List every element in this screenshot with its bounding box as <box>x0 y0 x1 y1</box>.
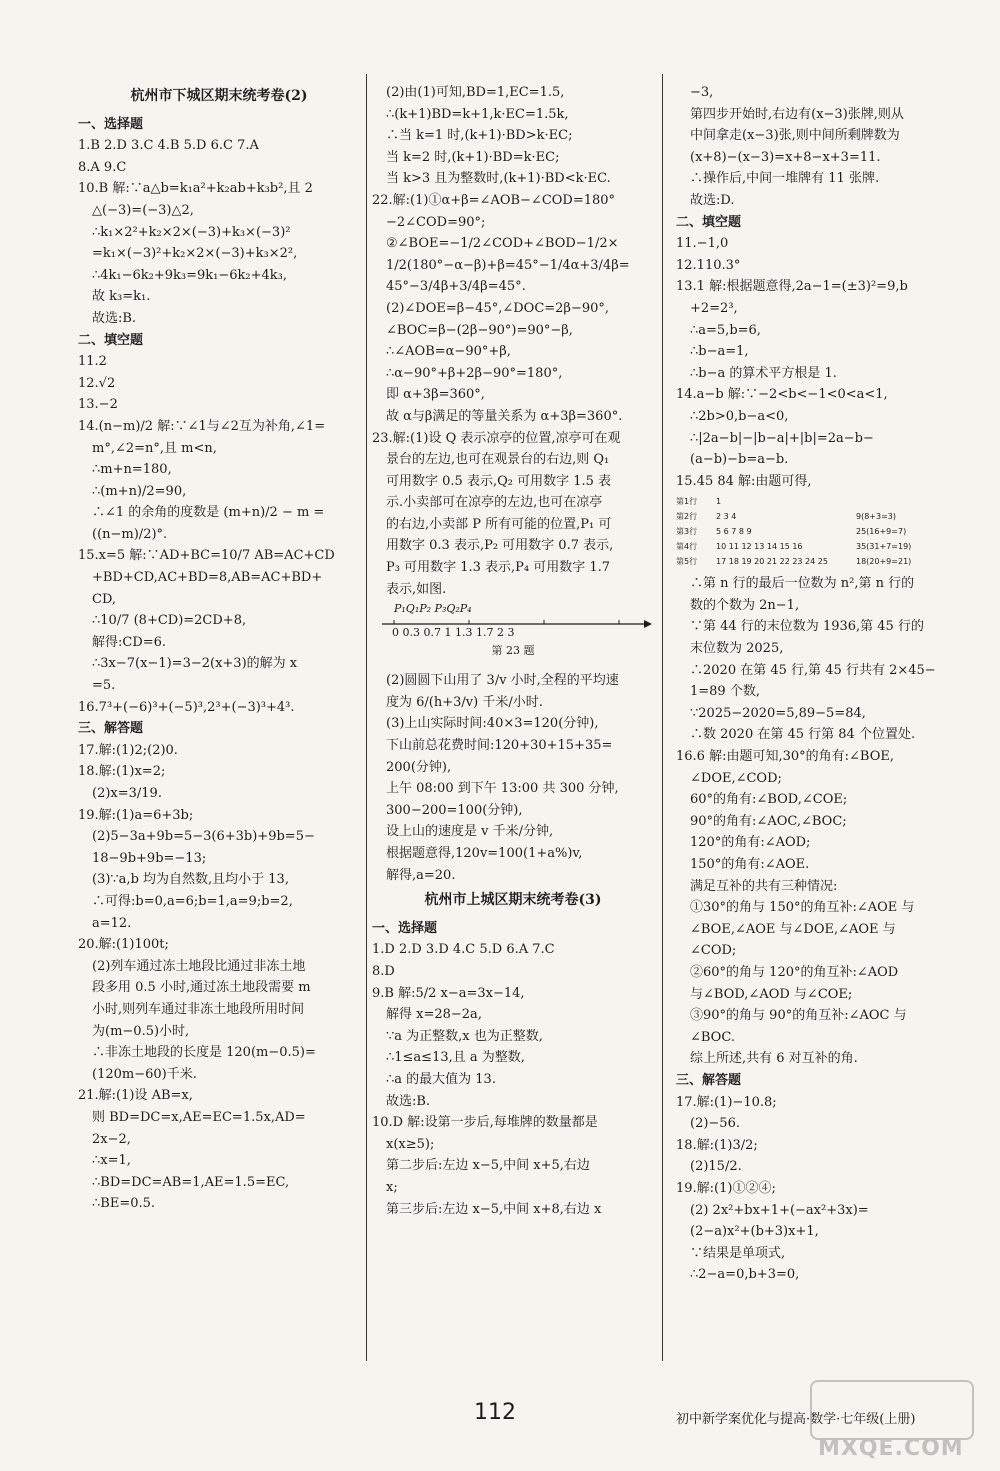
answer-line: x(x≥5); <box>386 1136 435 1152</box>
answer-line: ∴非冻土地段的长度是 120(m−0.5)= <box>92 1045 316 1061</box>
row-numbers: 2 3 4 <box>716 512 737 522</box>
answer-line: 45°−3/4β+3/4β=45°. <box>386 279 526 295</box>
answer-line: 度为 6/(h+3/v) 千米/小时. <box>386 694 543 710</box>
answer-column-3 <box>676 82 936 1286</box>
answer-line: 用数字 0.3 表示,P₂ 可用数字 0.7 表示, <box>386 538 614 554</box>
answer-line: 10.D 解:设第一步后,每堆牌的数量都是 <box>372 1115 598 1131</box>
row-label: 第3行 <box>676 527 698 537</box>
book-title: 初中新学案优化与提高·数学·七年级(上册) <box>676 1412 916 1427</box>
answer-line: 满足互补的共有三种情况: <box>690 878 838 894</box>
answer-line: 故 k₃=k₁. <box>92 289 151 305</box>
answer-line: (2)15/2. <box>690 1159 742 1175</box>
answer-line: 故选:B. <box>386 1093 431 1109</box>
answer-line: 小时,则列车通过非冻土地段所用时间 <box>92 1001 305 1017</box>
answer-line: −3, <box>690 85 714 100</box>
answer-line: ∴数 2020 在第 45 行第 84 个位置处. <box>690 727 916 743</box>
answer-line: ②60°的角与 120°的角互补:∠AOD <box>690 964 899 980</box>
section-heading: 二、填空题 <box>676 214 742 230</box>
answer-line: 10.B 解:∵a△b=k₁a²+k₂ab+k₃b²,且 2 <box>78 181 313 197</box>
answer-line: 解得,a=20. <box>386 867 456 883</box>
answer-line: ∴BE=0.5. <box>92 1196 156 1212</box>
answer-line: 120°的角有:∠AOD; <box>690 835 811 851</box>
answer-line: 19.解:(1)a=6+3b; <box>78 807 194 823</box>
answer-line: 60°的角有:∠BOD,∠COE; <box>690 792 848 808</box>
row-label: 第5行 <box>676 557 698 567</box>
answer-line: ∵结果是单项式, <box>690 1245 786 1261</box>
answer-line: a=12. <box>92 915 132 931</box>
answer-line: 当 k=2 时,(k+1)·BD=k·EC; <box>386 149 560 165</box>
answer-line: ③90°的角与 90°的角互补:∠AOC 与 <box>690 1008 907 1024</box>
arrow-icon <box>644 620 652 628</box>
answer-line: 解得 x=28−2a, <box>386 1007 482 1023</box>
answer-line: 300−200=100(分钟), <box>386 802 523 818</box>
row-label: 第1行 <box>676 497 698 507</box>
number-line-figure <box>372 604 654 660</box>
answer-line: 16.7³+(−6)³+(−5)³,2³+(−3)³+4³. <box>78 699 295 715</box>
answer-line: ①30°的角与 150°的角互补:∠AOE 与 <box>690 900 915 916</box>
answer-line: ∴当 k=1 时,(k+1)·BD>k·EC; <box>386 128 573 144</box>
answer-line: (2)5−3a+9b=5−3(6+3b)+9b=5− <box>92 829 315 845</box>
answer-line: ∴a=5,b=6, <box>690 322 761 338</box>
row-note: 25(16+9=7) <box>856 527 907 537</box>
answer-line: (120m−60)千米. <box>92 1066 197 1082</box>
answer-line: ∴k₁×2²+k₂×2×(−3)+k₃×(−3)² <box>92 224 291 240</box>
watermark-logo-icon <box>810 1380 974 1440</box>
answer-line: 23.解:(1)设 Q 表示凉亭的位置,凉亭可在观 <box>372 430 621 446</box>
answer-line: 12.√2 <box>78 375 116 391</box>
answer-line: x; <box>386 1179 398 1195</box>
answer-line: ∴2b>0,b−a<0, <box>690 408 789 424</box>
answer-line: △(−3)=(−3)△2, <box>92 202 194 218</box>
answer-line: 1/2(180°−α−β)+β=45°−1/4α+3/4β= <box>386 257 630 273</box>
answer-line: 90°的角有:∠AOC,∠BOC; <box>690 813 847 829</box>
answer-line: 18.解:(1)3/2; <box>676 1137 758 1153</box>
answer-line: ∵a 为正整数,x 也为正整数, <box>386 1028 543 1044</box>
answer-line: ∠BOC=β−(2β−90°)=90°−β, <box>386 322 573 338</box>
answer-line: 第三步后:左边 x−5,中间 x+8,右边 x <box>386 1201 602 1217</box>
column-divider-1 <box>366 74 367 1361</box>
table-row <box>676 539 936 554</box>
answer-line: ∴2020 在第 45 行,第 45 行共有 2×45− <box>690 662 936 678</box>
answer-line: ∴3x−7(x−1)=3−2(x+3)的解为 x <box>92 656 298 672</box>
answer-line: 与∠BOD,∠AOD 与∠COE; <box>690 986 853 1002</box>
section-title: 杭州市下城区期末统考卷(2) <box>130 88 308 104</box>
answer-line: ∴(m+n)/2=90, <box>92 483 187 499</box>
answer-line: (2)∠DOE=β−45°,∠DOC=2β−90°, <box>386 300 610 316</box>
row-numbers: 10 11 12 13 14 15 16 <box>716 542 803 552</box>
answer-line: ∴b−a 的算术平方根是 1. <box>690 365 837 381</box>
answer-line: 200(分钟), <box>386 759 452 775</box>
section-title: 杭州市上城区期末统考卷(3) <box>424 892 602 909</box>
answer-line: 17.解:(1)2;(2)0. <box>78 742 178 758</box>
table-row <box>676 509 936 524</box>
number-triangle-table <box>676 494 936 569</box>
answer-line: ∴b−a=1, <box>690 344 749 360</box>
answer-line: 14.a−b 解:∵−2<b<−1<0<a<1, <box>676 387 888 403</box>
answer-line: 综上所述,共有 6 对互补的角. <box>690 1051 858 1067</box>
answer-line: 为(m−0.5)小时, <box>92 1023 190 1039</box>
answer-line: 设上山的速度是 v 千米/分钟, <box>386 824 554 840</box>
answer-line: 解得:CD=6. <box>92 634 167 650</box>
answer-line: 上午 08:00 到下午 13:00 共 300 分钟, <box>386 781 619 797</box>
answer-line: 2x−2, <box>92 1131 131 1147</box>
answer-line: CD, <box>92 591 117 607</box>
answer-line: ∴2−a=0,b+3=0, <box>690 1267 800 1283</box>
answer-line: 17.解:(1)−10.8; <box>676 1094 777 1110</box>
answer-line: (3)上山实际时间:40×3=120(分钟), <box>386 716 599 732</box>
answer-line: 第四步开始时,右边有(x−3)张牌,则从 <box>690 106 904 122</box>
column-divider-2 <box>662 74 663 1361</box>
answer-line: ∴∠AOB=α−90°+β, <box>386 344 511 360</box>
row-label: 第4行 <box>676 542 698 552</box>
section-heading: 一、选择题 <box>78 116 144 132</box>
table-row <box>676 524 936 539</box>
answer-line: ((n−m)/2)°. <box>92 526 168 542</box>
figure-caption: 第 23 题 <box>491 644 535 658</box>
answer-line: (3)∵a,b 均为自然数,且均小于 13, <box>92 872 289 888</box>
row-note: 18(20+9=21) <box>856 557 912 567</box>
answer-line: 当 k>3 且为整数时,(k+1)·BD<k·EC. <box>386 171 611 187</box>
answer-line: ∴(k+1)BD=k+1,k·EC=1.5k, <box>386 106 569 122</box>
answer-line: (2)列车通过冻土地段比通过非冻土地 <box>92 958 306 974</box>
answer-line: =k₁×(−3)²+k₂×2×(−3)+k₃×2², <box>92 246 298 262</box>
answer-line: 的右边,小卖部 P 所有可能的位置,P₁ 可 <box>386 516 612 532</box>
table-row <box>676 494 936 509</box>
answer-line: 11.2 <box>78 354 107 370</box>
answer-line: ∠BOC. <box>690 1029 735 1045</box>
answer-line: 13.1 解:根据题意得,2a−1=(±3)²=9,b <box>676 279 908 295</box>
watermark <box>800 1380 980 1460</box>
answer-line: 示.小卖部可在凉亭的左边,也可在凉亭 <box>386 495 603 511</box>
answer-line: ②∠BOE=−1/2∠COD+∠BOD−1/2× <box>386 236 619 252</box>
answer-line: 根据题意得,120v=100(1+a%)v, <box>386 846 583 861</box>
section-heading: 三、解答题 <box>78 721 144 737</box>
answer-line: 段多用 0.5 小时,通过冻土地段需要 m <box>92 980 311 996</box>
answer-line: ∴BD=DC=AB=1,AE=1.5=EC, <box>92 1174 290 1190</box>
row-label: 第2行 <box>676 512 698 522</box>
answer-line: ∴10/7 (8+CD)=2CD+8, <box>92 613 247 629</box>
answer-line: 数的个数为 2n−1, <box>690 597 800 613</box>
answer-line: 表示,如图. <box>386 581 447 597</box>
answer-line: 末位数为 2025, <box>690 641 784 657</box>
answer-line: 景台的左边,也可在观景台的右边,则 Q₁ <box>386 452 610 468</box>
answer-line: ∵第 44 行的末位数为 1936,第 45 行的 <box>690 619 924 635</box>
answer-line: 故选:B. <box>92 310 137 326</box>
answer-line: ∴可得:b=0,a=6;b=1,a=9;b=2, <box>92 893 293 909</box>
answer-line: −2∠COD=90°; <box>386 214 486 230</box>
section-heading: 二、填空题 <box>78 332 144 348</box>
watermark-site: MXQE.COM <box>818 1436 964 1461</box>
answer-line: =5. <box>92 678 116 694</box>
answer-line: ∵2025−2020=5,89−5=84, <box>690 705 866 721</box>
answer-line: m°,∠2=n°,且 m<n, <box>92 440 217 456</box>
answer-line: ∴|2a−b|−|b−a|+|b|=2a−b− <box>690 430 874 446</box>
answer-line: 1=89 个数, <box>690 684 760 700</box>
answer-line: 15.x=5 解:∵AD+BC=10/7 AB=AC+CD <box>78 548 335 564</box>
answer-line: 18.解:(1)x=2; <box>78 764 166 780</box>
answer-line: ∴α−90°+β+2β−90°=180°, <box>386 365 563 381</box>
answer-line: (2)x=3/19. <box>92 786 162 801</box>
row-numbers: 17 18 19 20 21 22 23 24 25 <box>716 557 828 567</box>
answer-line: +BD+CD,AC+BD=8,AB=AC+BD+ <box>92 570 323 586</box>
answer-line: 12.110.3° <box>676 257 741 273</box>
section-heading: 三、解答题 <box>676 1072 742 1088</box>
answer-line: 故选:D. <box>690 192 735 208</box>
answer-column-1 <box>78 82 360 1215</box>
answer-line: ∴操作后,中间一堆牌有 11 张牌. <box>690 171 880 187</box>
tick-labels: 0 0.3 0.7 1 1.3 1.7 2 3 <box>392 626 515 640</box>
answer-column-2 <box>372 82 654 1220</box>
answer-line: +2=2³, <box>690 300 738 316</box>
answer-line: 21.解:(1)设 AB=x, <box>78 1088 193 1104</box>
answer-line: 故 α与β满足的等量关系为 α+3β=360°. <box>386 408 623 424</box>
row-note: 35(31+7=19) <box>856 542 912 552</box>
answer-line: ∴m+n=180, <box>92 462 172 478</box>
answer-line: 14.(n−m)/2 解:∵∠1与∠2互为补角,∠1= <box>78 418 326 434</box>
answer-line: 9.B 解:5/2 x−a=3x−14, <box>372 985 525 1001</box>
answer-line: (2)圆圆下山用了 3/v 小时,全程的平均速 <box>386 673 619 689</box>
answer-line: ∴a 的最大值为 13. <box>386 1071 496 1087</box>
answer-line: 1.D 2.D 3.D 4.C 5.D 6.A 7.C <box>372 942 555 958</box>
answer-line: (2)−56. <box>690 1116 740 1132</box>
answer-line: (a−b)−b=a−b. <box>690 452 789 468</box>
answer-line: 20.解:(1)100t; <box>78 937 169 953</box>
answer-line: 第二步后:左边 x−5,中间 x+5,右边 <box>386 1158 590 1174</box>
answer-line: ∴∠1 的余角的度数是 (m+n)/2 − m = <box>92 505 325 521</box>
answer-line: 下山前总花费时间:120+30+15+35= <box>386 738 613 754</box>
answer-line: ∴第 n 行的最后一位数为 n²,第 n 行的 <box>690 576 915 592</box>
section-heading: 一、选择题 <box>372 920 438 936</box>
table-row <box>676 554 936 569</box>
answer-line: 22.解:(1)①α+β=∠AOB−∠COD=180° <box>372 192 616 208</box>
row-numbers: 1 <box>716 497 722 507</box>
answer-line: (2−a)x²+(b+3)x+1, <box>690 1224 819 1240</box>
answer-line: ∠DOE,∠COD; <box>690 770 782 786</box>
answer-line: 8.A 9.C <box>78 159 127 175</box>
answer-line: (2) 2x²+bx+1+(−ax²+3x)= <box>690 1202 869 1218</box>
answer-line: 可用数字 0.5 表示,Q₂ 可用数字 1.5 表 <box>386 473 612 489</box>
answer-line: 8.D <box>372 963 395 979</box>
answer-line: ∠BOE,∠AOE 与∠DOE,∠AOE 与 <box>690 921 896 937</box>
answer-line: ∴1≤a≤13,且 a 为整数, <box>386 1050 525 1066</box>
answer-line: 19.解:(1)①②④; <box>676 1180 776 1196</box>
answer-line: 150°的角有:∠AOE. <box>690 857 810 872</box>
answer-line: (x+8)−(x−3)=x+8−x+3=11. <box>690 149 881 165</box>
answer-line: (2)由(1)可知,BD=1,EC=1.5, <box>386 85 565 100</box>
answer-line: 13.−2 <box>78 397 118 413</box>
answer-line: 16.6 解:由题可知,30°的角有:∠BOE, <box>676 749 894 765</box>
answer-line: ∠COD; <box>690 943 737 959</box>
answer-line: 1.B 2.D 3.C 4.B 5.D 6.C 7.A <box>78 138 259 154</box>
answer-line: P₃ 可用数字 1.3 表示,P₄ 可用数字 1.7 <box>386 560 611 576</box>
answer-line: ∴4k₁−6k₂+9k₃=9k₁−6k₂+4k₃, <box>92 267 288 283</box>
answer-line: ∴x=1, <box>92 1153 131 1169</box>
answer-line: 18−9b+9b=−13; <box>92 850 207 866</box>
row-note: 9(8+3=3) <box>856 512 897 522</box>
page-number: 112 <box>474 1400 516 1425</box>
answer-line: 即 α+3β=360°, <box>386 387 485 403</box>
answer-line: 11.−1,0 <box>676 236 729 252</box>
answer-line: 则 BD=DC=x,AE=EC=1.5x,AD= <box>92 1109 306 1125</box>
point-labels: P₁Q₁P₂ P₃Q₂P₄ <box>394 602 472 616</box>
answer-line: 15.45 84 解:由题可得, <box>676 473 812 489</box>
row-numbers: 5 6 7 8 9 <box>716 527 752 537</box>
answer-line: 中间拿走(x−3)张,则中间所剩牌数为 <box>690 128 900 144</box>
